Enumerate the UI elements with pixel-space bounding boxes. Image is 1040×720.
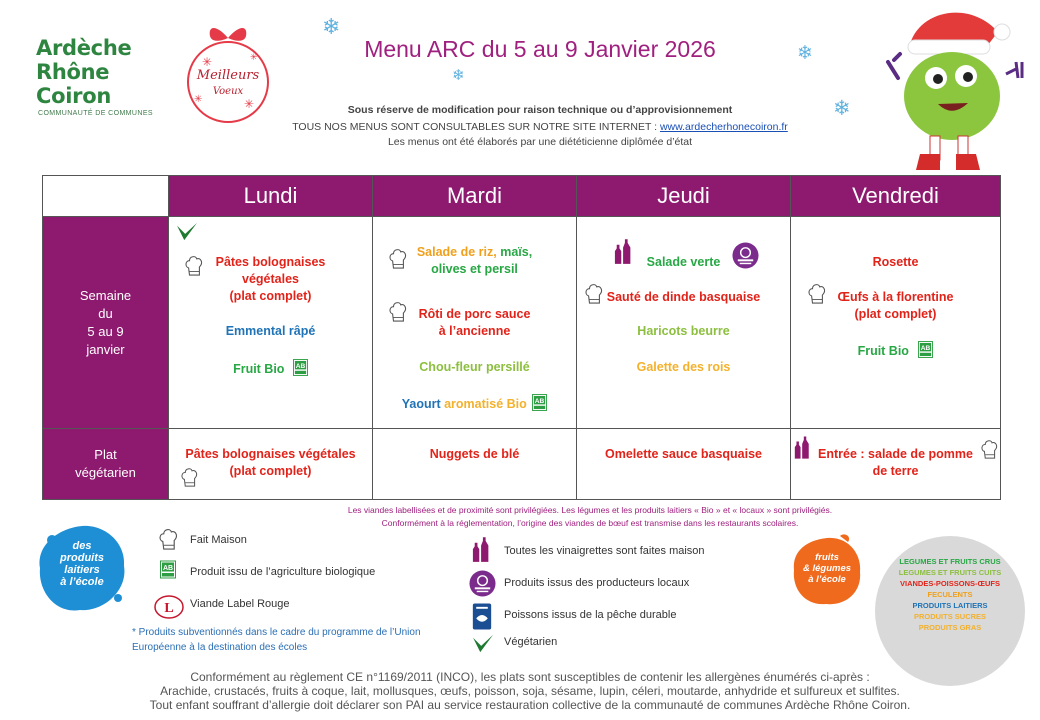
legend-eu-note: * Produits subventionnés dans le cadre du programme de l’Union Européenne à la destination des écoles: [132, 627, 421, 653]
greeting-line-1: Meilleurs: [196, 68, 260, 83]
color-legend-item: PRODUITS LAITIERS: [912, 601, 988, 610]
dish-mardi-main: [373, 306, 576, 340]
week-label-3: 5 au 9: [87, 323, 124, 339]
dish-line: Pâtes bolognaises végétales: [185, 447, 356, 461]
dish-line: Entrée : salade de pomme: [818, 447, 973, 461]
footnote-beef-origin: Conformément à la réglementation, l’origine des viandes de bœuf est transmise dans les restaurants scolaires.: [381, 518, 799, 528]
badge-text: à l’école: [808, 574, 846, 585]
legend-local-producers: Produits issus des producteurs locaux: [504, 577, 690, 589]
dish-lundi-main: [169, 254, 372, 305]
dish-lundi-cheese: Emmental râpé: [225, 324, 316, 338]
chef-hat-icon: [159, 528, 178, 553]
cell-vendredi-week: [791, 217, 1000, 428]
legend-fish: Poissons issus de la pêche durable: [504, 609, 677, 621]
cell-mardi-week: [373, 217, 576, 428]
website-link[interactable]: www.ardecherhonecoiron.fr: [659, 121, 788, 133]
dish-line: Fruit Bio: [233, 362, 285, 376]
week-label-1: Semaine: [79, 287, 132, 303]
ardeche-rhone-coiron-logo: [22, 26, 162, 121]
veg-dish-jeudi: Omelette sauce basquaise: [604, 447, 763, 461]
dish-part: olives et persil: [431, 262, 518, 276]
local-producers-icon: [732, 242, 759, 269]
logo-line-3: Coiron: [36, 84, 111, 108]
cell-lundi-veg: [169, 429, 372, 499]
dish-part: aromatisé Bio: [444, 397, 527, 411]
day-header-mardi: Mardi: [373, 176, 576, 216]
apple-mascot-illustration: [880, 4, 1030, 172]
badge-text: laitiers: [64, 564, 100, 576]
week-label-2: du: [98, 305, 113, 321]
allergy-line-3: Tout enfant souffrant d’allergie doit déclarer son PAI au service restauration collective de la communauté de communes Ardèche Rhône Coiron.: [149, 698, 911, 712]
cell-vendredi-veg: [791, 429, 1000, 499]
svg-text:✳: ✳: [202, 55, 213, 69]
color-legend-item: FECULENTS: [927, 590, 973, 599]
color-legend-item: LEGUMES ET FRUITS CRUS: [899, 557, 1001, 566]
allergy-line-2: Arachide, crustacés, fruits à coque, lait, mollusques, œufs, poisson, soja, sésame, lupin, céleri, moutarde, anhydride et sulfureux et sulfites.: [160, 684, 900, 698]
label-rouge-icon: [154, 595, 184, 619]
veg-dish-mardi: Nuggets de blé: [429, 447, 520, 461]
badge-text: fruits: [815, 552, 839, 563]
logo-subtitle: COMMUNAUTÉ DE COMMUNES: [38, 110, 153, 117]
legend-vinaigrettes: Toutes les vinaigrettes sont faites maison: [504, 545, 705, 557]
dish-line: à l’ancienne: [438, 324, 511, 338]
cell-mardi-veg: [373, 429, 576, 499]
snowflake-icon: ❄: [452, 67, 465, 84]
dish-line: Fruit Bio: [857, 344, 909, 358]
snowflake-icon: ❄: [322, 14, 341, 39]
dish-vendredi-fruit: [791, 341, 1000, 360]
sustainable-fish-icon: [472, 603, 492, 630]
svg-text:✳: ✳: [250, 52, 258, 62]
dish-part: maïs,: [500, 245, 533, 259]
dish-mardi-salad: [373, 244, 576, 278]
logo-line-1: Ardèche: [36, 36, 132, 60]
dish-mardi-dessert: [373, 394, 576, 413]
snowflake-icon: ❄: [797, 43, 813, 64]
fruits-legumes-ecole-badge: [790, 534, 864, 608]
dish-jeudi-veg: Haricots beurre: [637, 324, 730, 338]
week-label-4: janvier: [86, 341, 125, 357]
ab-bio-icon: [160, 560, 176, 579]
dish-line: Œufs à la florentine: [837, 290, 954, 304]
dish-vendredi-starter: Rosette: [872, 255, 919, 269]
chef-hat-icon: [181, 467, 198, 490]
badge-text: produits: [60, 552, 104, 564]
veg-label-2: végétarien: [75, 465, 136, 480]
svg-text:✳: ✳: [194, 94, 203, 105]
menu-title: Menu ARC du 5 au 9 Janvier 2026: [364, 36, 716, 62]
dish-part: Yaourt: [401, 397, 445, 411]
color-legend-item: PRODUITS GRAS: [918, 623, 982, 632]
dish-line: (plat complet): [229, 289, 312, 303]
dish-line: végétales: [242, 272, 299, 286]
badge-text: & légumes: [802, 563, 852, 574]
ab-bio-icon: [532, 394, 547, 411]
allergy-line-1: Conformément au règlement CE n°1169/2011 (INCO), les plats sont susceptibles de contenir les allergènes énumérés ci-après :: [190, 670, 870, 684]
greeting-line-2: Voeux: [212, 86, 244, 97]
dish-line: Rôti de porc sauce: [418, 307, 531, 321]
legend-vegetarian: Végétarien: [504, 636, 558, 648]
dish-line: (plat complet): [854, 307, 937, 321]
legend-bio: Produit issu de l’agriculture biologique: [190, 566, 376, 578]
veg-label-1: Plat: [94, 447, 117, 462]
veg-dish-lundi: [169, 446, 372, 480]
notice-dietitian: Les menus ont été élaborés par une diététicienne diplômée d’état: [387, 136, 693, 148]
ab-bio-icon: [918, 341, 933, 358]
cell-jeudi-veg: [577, 429, 790, 499]
color-legend-item: VIANDES-POISSONS-ŒUFS: [899, 579, 1000, 588]
notice-website-text: TOUS NOS MENUS SONT CONSULTABLES SUR NOTRE SITE INTERNET :: [292, 121, 660, 133]
footnote-meats: Les viandes labellisées et de proximité sont privilégiées. Les légumes et les produits laitiers « Bio » et « locaux » sont privilégiés.: [347, 505, 833, 515]
local-producers-icon: [469, 570, 496, 597]
day-header-jeudi: Jeudi: [577, 176, 790, 216]
chef-hat-icon: [981, 439, 998, 462]
vegetarian-leaf-icon: [175, 222, 199, 242]
badge-text: des: [72, 540, 92, 552]
day-header-lundi: Lundi: [169, 176, 372, 216]
dish-jeudi-salad: Salade verte: [646, 255, 721, 269]
dish-vendredi-main: [791, 289, 1000, 323]
snowflake-icon: ❄: [833, 97, 851, 120]
dish-line: de terre: [872, 464, 919, 478]
produits-laitiers-ecole-badge: [34, 520, 130, 616]
row-label-vegetarian: [43, 429, 168, 499]
logo-line-2: Rhône: [36, 60, 110, 84]
notice-modification: Sous réserve de modification pour raison technique ou d’approvisionnement: [347, 104, 733, 116]
svg-text:✳: ✳: [244, 97, 255, 111]
vegetarian-leaf-icon: [471, 634, 495, 654]
day-header-vendredi: Vendredi: [791, 176, 1000, 216]
cell-lundi-week: [169, 217, 372, 428]
color-legend-item: PRODUITS SUCRES: [913, 612, 987, 621]
vinaigrette-bottles-icon: [472, 537, 492, 563]
dish-mardi-veg: Chou-fleur persillé: [419, 360, 530, 374]
legend-fait-maison: Fait Maison: [190, 534, 247, 546]
badge-text: à l’école: [60, 576, 104, 588]
dish-line: (plat complet): [229, 464, 312, 478]
color-legend-item: LEGUMES ET FRUITS CUITS: [898, 568, 1002, 577]
cell-jeudi-week: [577, 217, 790, 428]
ab-bio-icon: [293, 359, 308, 376]
veg-dish-vendredi: [791, 446, 1000, 480]
dish-line: Pâtes bolognaises: [215, 255, 326, 269]
dish-part: Salade de riz,: [416, 245, 501, 259]
dish-lundi-fruit: [169, 359, 372, 378]
row-label-week: [43, 217, 168, 428]
food-group-color-legend: [875, 536, 1025, 686]
dish-jeudi-dessert: Galette des rois: [636, 360, 731, 374]
notice-website: [240, 121, 840, 133]
dish-jeudi-main: Sauté de dinde basquaise: [606, 290, 761, 304]
legend-label-rouge: Viande Label Rouge: [190, 598, 290, 610]
